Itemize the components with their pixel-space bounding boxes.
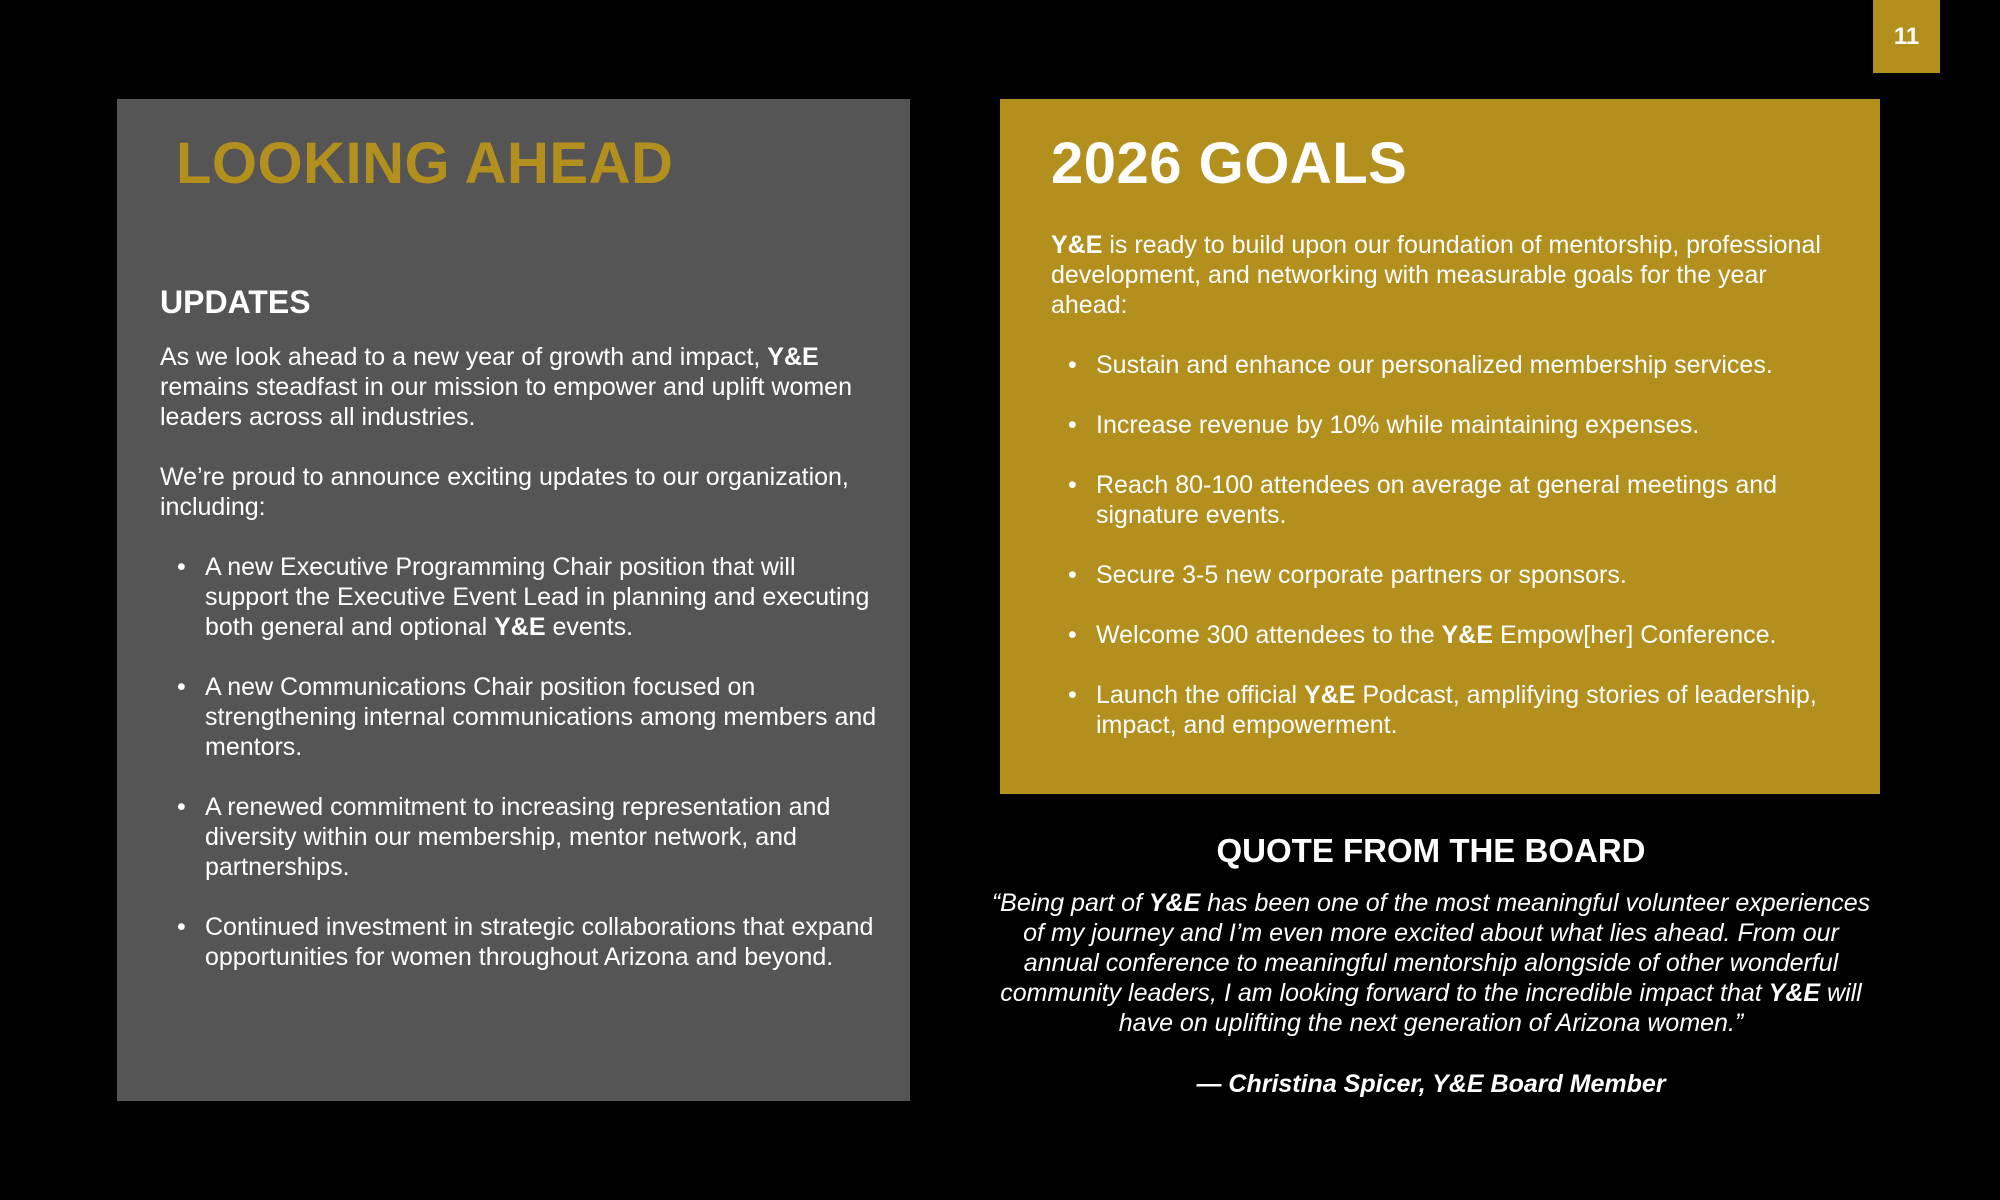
- brand-name: Y&E: [494, 613, 546, 641]
- quote-heading: QUOTE FROM THE BOARD: [1216, 832, 1646, 869]
- list-item: • Reach 80-100 attendees on average at general meetings and signature events.: [1096, 470, 1831, 530]
- list-item: [205, 552, 880, 642]
- list-item: [1096, 680, 1831, 740]
- list-item: • Sustain and enhance our personalized membership services.: [1096, 350, 1831, 380]
- brand-name: Y&E: [1304, 681, 1356, 709]
- text-segment: is ready to build upon our foundation of mentorship, professional development, and networking with measurable goals for the year ahead:: [1051, 231, 1821, 319]
- list-item: • A new Communications Chair position focused on strengthening internal communications among members and mentors.: [205, 672, 880, 762]
- text-segment: has been one of the most meaningful volunteer experiences of my journey and I’m even more excited about what lies ahead. From our annual conference to meaningful mentorship alongside of other wonderful community leaders, I am looking forward to the incredible impact that: [1000, 889, 1871, 1007]
- brand-name: Y&E: [1441, 621, 1493, 649]
- list-item: [1096, 620, 1831, 650]
- brand-name: Y&E: [1051, 231, 1103, 259]
- text-segment: Empow[her] Conference.: [1493, 621, 1777, 649]
- goals-title: 2026 GOALS: [1051, 131, 1408, 196]
- updates-body: [160, 342, 880, 1002]
- text-segment: A new Executive Programming Chair position that will support the Executive Event Lead in planning and executing both general and optional: [205, 553, 870, 641]
- text-segment: Launch the official: [1096, 681, 1305, 709]
- goals-body: [1051, 230, 1831, 770]
- looking-ahead-title: LOOKING AHEAD: [176, 131, 674, 196]
- updates-paragraph-1: [160, 342, 880, 432]
- text-segment: remains steadfast in our mission to empower and uplift women leaders across all industries.: [160, 373, 852, 431]
- list-item: • A renewed commitment to increasing representation and diversity within our membership, mentor network, and partnerships.: [205, 792, 880, 882]
- text-segment: will have on uplifting the next generation of Arizona women.”: [1118, 979, 1862, 1037]
- updates-paragraph-2: We’re proud to announce exciting updates to our organization, including:: [160, 463, 849, 521]
- updates-list: [160, 552, 880, 972]
- goals-list: [1051, 350, 1831, 740]
- text-segment: events.: [545, 613, 634, 641]
- text-segment: Podcast, amplifying stories of leadership, impact, and empowerment.: [1096, 681, 1817, 739]
- list-item: • Continued investment in strategic collaborations that expand opportunities for women throughout Arizona and beyond.: [205, 912, 880, 972]
- goals-panel: [1000, 99, 1880, 794]
- updates-heading: UPDATES: [160, 284, 311, 320]
- brand-name: Y&E: [1768, 979, 1821, 1007]
- brand-name: Y&E: [1148, 889, 1201, 917]
- text-segment: Welcome 300 attendees to the: [1096, 621, 1442, 649]
- text-segment: “Being part of: [991, 889, 1149, 917]
- looking-ahead-panel: [117, 99, 910, 1101]
- board-quote: [990, 888, 1872, 1038]
- list-item: • Secure 3-5 new corporate partners or sponsors.: [1096, 560, 1831, 590]
- text-segment: As we look ahead to a new year of growth and impact,: [160, 343, 768, 371]
- brand-name: Y&E: [767, 343, 819, 371]
- quote-attribution: — Christina Spicer, Y&E Board Member: [1196, 1070, 1666, 1098]
- goals-intro: [1051, 230, 1831, 320]
- list-item: • Increase revenue by 10% while maintaining expenses.: [1096, 410, 1831, 440]
- page-number: 11: [1873, 0, 1940, 73]
